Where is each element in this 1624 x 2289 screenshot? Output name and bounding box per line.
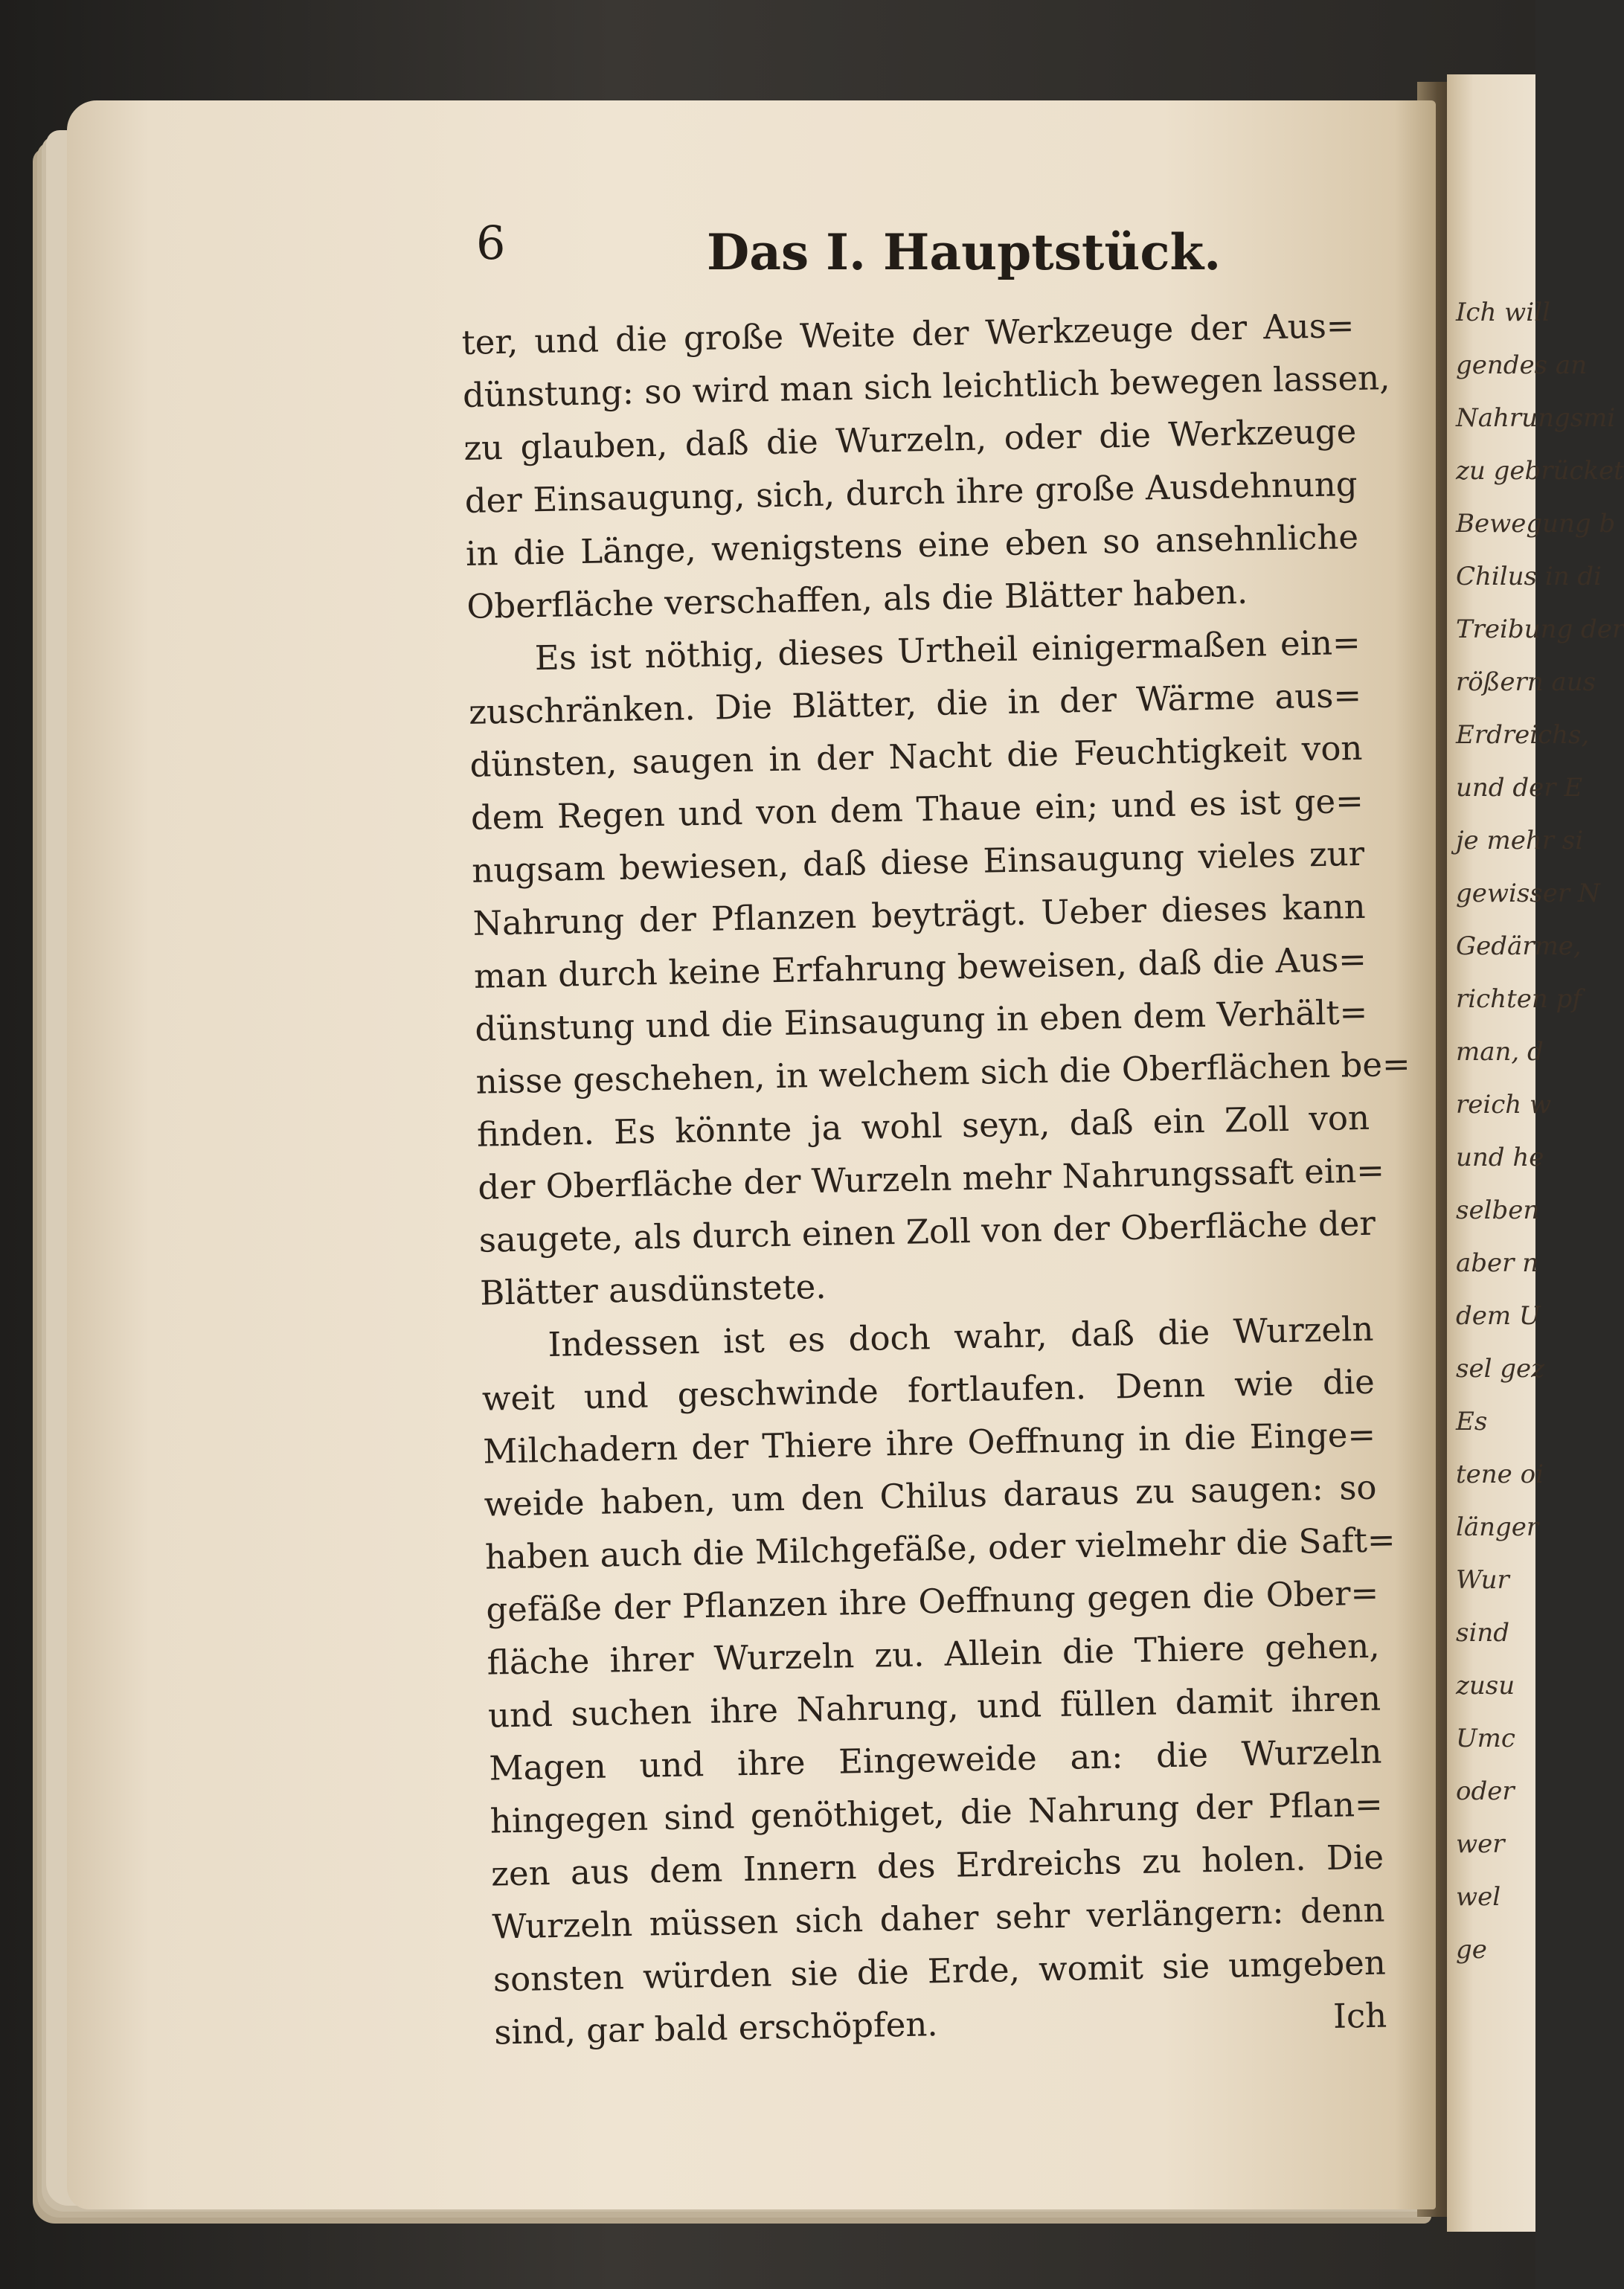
facing-page-fragment: und der E	[1456, 773, 1583, 803]
facing-page-fragment: sel gez	[1456, 1354, 1545, 1384]
catchword: Ich	[1332, 1995, 1387, 2036]
facing-page-fragment: tene oi	[1456, 1460, 1544, 1489]
text-line: nugsam bewiesen, daß diese Einsaugung vieles zur	[471, 833, 1365, 890]
text-line: in die Länge, wenigstens eine eben so ansehnliche	[465, 516, 1359, 574]
facing-page-fragment: gewisser N	[1456, 879, 1600, 908]
text-line: der Einsaugung, sich, durch ihre große Ausdehnung	[464, 463, 1358, 521]
facing-page-fragment: Bewegung b	[1456, 509, 1616, 539]
facing-page-fragment: Treibung der	[1456, 614, 1624, 644]
text-line: dünsten, saugen in der Nacht die Feuchtigkeit von	[469, 728, 1363, 785]
text-line: Es ist nöthig, dieses Urtheil einigermaßen ein=	[534, 622, 1361, 678]
facing-page-fragment: Umc	[1456, 1724, 1515, 1753]
text-line: Oberfläche verschaffen, als die Blätter haben.	[466, 571, 1248, 626]
facing-page-fragment: aber n	[1456, 1248, 1539, 1278]
body-text	[461, 299, 1411, 2059]
text-line: haben auch die Milchgefäße, oder vielmehr die Saft=	[484, 1520, 1396, 1577]
facing-page-fragment: Gedärme,	[1456, 931, 1582, 961]
text-line: fläche ihrer Wurzeln zu. Allein die Thiere gehen,	[487, 1625, 1381, 1683]
text-line: gefäße der Pflanzen ihre Oeffnung gegen die Ober=	[485, 1573, 1379, 1630]
text-line: Wurzeln müssen sich daher sehr verlängern: denn	[492, 1890, 1385, 1947]
text-line: Magen und ihre Eingeweide an: die Wurzeln	[488, 1731, 1382, 1788]
facing-page-fragment: Nahrungsmi	[1456, 403, 1616, 433]
text-line: ter, und die große Weite der Werkzeuge der Aus=	[461, 305, 1355, 362]
text-line: dünstung und die Einsaugung in eben dem Verhält=	[474, 992, 1368, 1049]
text-line: Nahrung der Pflanzen beyträgt. Ueber dieses kann	[472, 886, 1366, 943]
text-line: und suchen ihre Nahrung, und füllen damit ihren	[487, 1678, 1381, 1736]
facing-page-fragment: wer	[1456, 1829, 1505, 1859]
text-line: zuschränken. Die Blätter, die in der Wärme aus=	[468, 675, 1362, 732]
text-line: zu glauben, daß die Wurzeln, oder die Werkzeuge	[463, 411, 1357, 468]
facing-page-fragment: dem U	[1456, 1301, 1541, 1331]
text-line: dünstung: so wird man sich leichtlich bewegen lassen,	[462, 358, 1390, 415]
facing-page-fragment: Wur	[1456, 1565, 1509, 1595]
text-line: Blätter ausdünstete.	[479, 1266, 827, 1313]
facing-page-fragment: sind	[1456, 1618, 1509, 1648]
facing-page-fragment: reich w	[1456, 1090, 1552, 1120]
facing-page-fragment: Chilus in di	[1456, 562, 1602, 591]
facing-page-fragment: Ich will	[1456, 298, 1550, 327]
facing-page-fragment: man, d	[1456, 1037, 1544, 1067]
facing-page-fragment: Erdreichs,	[1456, 720, 1590, 750]
facing-page-fragment: wel	[1456, 1882, 1501, 1912]
running-title: Das I. Hauptstück.	[707, 223, 1222, 281]
facing-page-fragment: gendes an	[1456, 350, 1588, 380]
text-line: weit und geschwinde fortlaufen. Denn wie die	[481, 1361, 1376, 1419]
facing-page	[1447, 74, 1624, 2232]
text-line: der Oberfläche der Wurzeln mehr Nahrungssaft ein=	[477, 1150, 1385, 1207]
text-line: weide haben, um den Chilus daraus zu saugen: so	[484, 1467, 1377, 1524]
facing-page-fragment: je mehr si	[1456, 826, 1584, 855]
text-line: zen aus dem Innern des Erdreichs zu holen. Die	[490, 1837, 1384, 1894]
facing-page-fragment: und he	[1456, 1143, 1544, 1172]
facing-page-fragment: rößern aus	[1456, 667, 1596, 697]
facing-page-fragment: länger	[1456, 1512, 1539, 1542]
page-number: 6	[476, 216, 506, 270]
text-line: sonsten würden sie die Erde, womit sie umgeben	[492, 1942, 1387, 2000]
text-line: Milchadern der Thiere ihre Oeffnung in die Einge=	[482, 1414, 1376, 1471]
facing-page-fragment: zusu	[1456, 1671, 1515, 1701]
facing-page-fragment: oder	[1456, 1776, 1515, 1806]
facing-page-fragment: Es	[1456, 1407, 1488, 1436]
text-line: Indessen ist es doch wahr, daß die Wurzeln	[548, 1309, 1374, 1365]
facing-page-fragment: selben	[1456, 1195, 1540, 1225]
text-line: nisse geschehen, in welchem sich die Oberflächen be=	[475, 1044, 1411, 1102]
text-line: dem Regen und von dem Thaue ein; und es ist ge=	[470, 780, 1364, 838]
text-line: saugete, als durch einen Zoll von der Oberfläche der	[478, 1203, 1376, 1260]
facing-page-fragment: ge	[1456, 1935, 1487, 1965]
facing-page-fragment: zu gebrücket	[1456, 456, 1624, 486]
facing-page-fragment: richten pf	[1456, 984, 1582, 1014]
text-line: man durch keine Erfahrung beweisen, daß die Aus=	[473, 939, 1367, 996]
text-line: hingegen sind genöthiget, die Nahrung der Pflan=	[490, 1784, 1384, 1841]
text-line: finden. Es könnte ja wohl seyn, daß ein Zoll von	[476, 1097, 1370, 1155]
text-line: sind, gar bald erschöpfen. Ich	[494, 1989, 1387, 2059]
